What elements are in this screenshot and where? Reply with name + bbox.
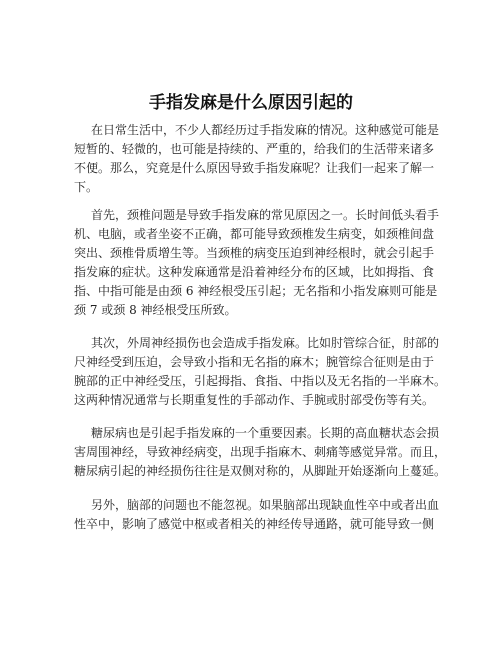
text-line: 短暂的、轻微的，也可能是持续的、严重的，给我们的生活带来诸多	[74, 142, 435, 156]
paragraph-peripheral-nerve	[74, 334, 447, 410]
text-line: 另外，脑部的问题也不能忽视。如果脑部出现缺血性卒中或者出血	[91, 498, 440, 512]
text-line: 糖尿病也是引起手指发麻的一个重要因素。长期的高血糖状态会损	[91, 426, 440, 440]
text-line: 糖尿病引起的神经损伤往往是双侧对称的，从脚趾开始逐渐向上蔓延。	[74, 464, 447, 478]
text-line: 不便。那么，究竟是什么原因导致手指发麻呢？让我们一起来了解一	[74, 161, 435, 175]
text-line: 害周围神经，导致神经病变，出现手指麻木、刺痛等感觉异常。而且，	[74, 445, 447, 459]
text-line: 腕部的正中神经受压，引起拇指、食指、中指以及无名指的一半麻木。	[74, 374, 447, 388]
paragraph-cervical	[74, 206, 440, 320]
paragraph-diabetes	[74, 424, 447, 481]
text-line: 指发麻的症状。这种发麻通常是沿着神经分布的区域，比如拇指、食	[74, 265, 435, 279]
text-line: 首先，颈椎问题是导致手指发麻的常见原因之一。长时间低头看手	[91, 208, 440, 222]
text-line: 性卒中，影响了感觉中枢或者相关的神经传导通路，就可能导致一侧	[74, 517, 435, 531]
text-line: 机、电脑，或者坐姿不正确，都可能导致颈椎发生病变，如颈椎间盘	[74, 227, 435, 241]
text-line: 其次，外周神经损伤也会造成手指发麻。比如肘管综合征，肘部的	[91, 336, 440, 350]
text-line: 这两种情况通常与长期重复性的手部动作、手腕或肘部受伤等有关。	[74, 393, 435, 407]
text-line: 颈 7 或颈 8 神经根受压所致。	[74, 303, 237, 317]
text-line: 突出、颈椎骨质增生等。当颈椎的病变压迫到神经根时，就会引起手	[74, 246, 435, 260]
page-title: 手指发麻是什么原因引起的	[149, 93, 353, 113]
text-line: 尺神经受到压迫，会导致小指和无名指的麻木；腕管综合征则是由于	[74, 355, 435, 369]
paragraph-intro	[74, 121, 440, 197]
text-line: 下。	[74, 180, 99, 194]
paragraph-brain	[74, 496, 440, 534]
text-line: 在日常生活中，不少人都经历过手指发麻的情况。这种感觉可能是	[91, 123, 440, 137]
text-line: 指、中指可能是由颈 6 神经根受压引起；无名指和小指发麻则可能是	[74, 284, 438, 298]
